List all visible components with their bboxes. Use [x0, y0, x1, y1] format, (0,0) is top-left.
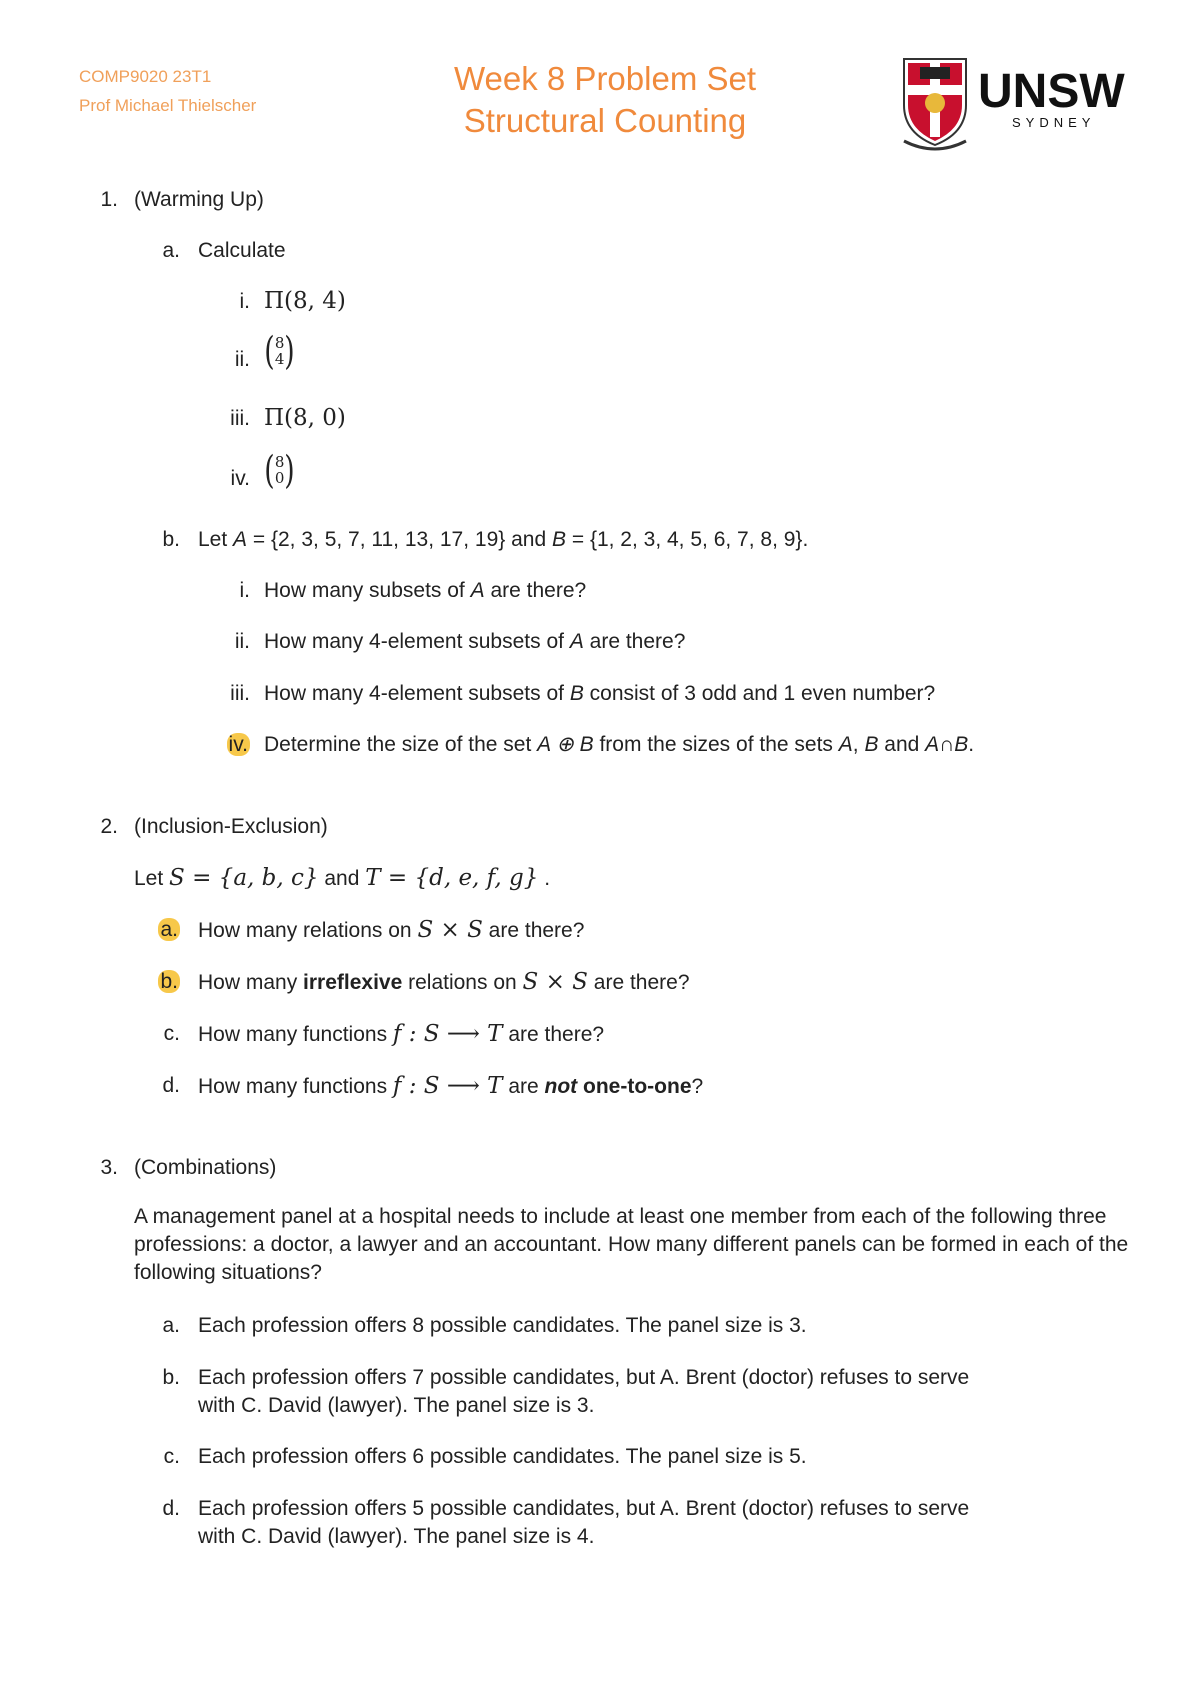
highlight-mark: b. [160, 970, 178, 993]
q2c-label: c. [163, 1022, 180, 1045]
q3-intro: A management panel at a hospital needs to include at least one member from each of the following three professions: a doctor, a lawyer and an accountant. How many different panels can be formed in each of the following situations? [134, 1205, 1129, 1284]
q2b-label [150, 968, 180, 996]
q1a-ii-label: ii. [234, 348, 250, 371]
q3d-line-1: Each profession offers 5 possible candidates, but A. Brent (doctor) refuses to serve [198, 1497, 970, 1520]
page-title [400, 58, 810, 142]
q1a-text: Calculate [198, 239, 286, 262]
q1b-iii-text: How many 4-element subsets of B consist of 3 odd and 1 even number? [264, 682, 936, 705]
q2c-text: How many functions f : S ⟶ T are there? [198, 1021, 605, 1047]
q2d-label: d. [162, 1074, 180, 1097]
q3d-line-2: with C. David (lawyer). The panel size is 4. [198, 1525, 595, 1548]
q2a-label [150, 916, 180, 944]
title-line-1: Week 8 Problem Set [453, 60, 757, 97]
course-header [79, 62, 256, 120]
q1b-iv-text: Determine the size of the set A ⊕ B from the sizes of the sets A, B and A∩B. [264, 733, 975, 756]
q3a-text: Each profession offers 8 possible candidates. The panel size is 3. [198, 1314, 807, 1337]
q3c-text: Each profession offers 6 possible candidates. The panel size is 5. [198, 1445, 807, 1468]
q2-title: (Inclusion-Exclusion) [134, 815, 328, 838]
q3-number: 3. [100, 1156, 118, 1179]
highlight-mark: a. [160, 918, 178, 941]
q1b-ii-label: ii. [234, 630, 250, 653]
q3b-line-2: with C. David (lawyer). The panel size is 3. [198, 1394, 595, 1417]
highlight-mark: iv. [228, 733, 248, 756]
q1b-label: b. [162, 528, 180, 551]
q2-number: 2. [100, 815, 118, 838]
binom-top: 8 [274, 453, 285, 472]
q3b-label: b. [162, 1366, 180, 1389]
course-code: COMP9020 23T1 [79, 67, 212, 86]
title-line-2: Structural Counting [463, 102, 747, 139]
q1b-ii-text: How many 4-element subsets of A are there? [264, 630, 686, 653]
q1a-i-label: i. [239, 290, 250, 313]
q3-title: (Combinations) [134, 1156, 277, 1179]
q1a-label: a. [162, 239, 180, 262]
q2a-text: How many relations on S × S are there? [198, 917, 585, 943]
q1b-i-text: How many subsets of A are there? [264, 579, 587, 602]
q1b-text: Let A = {2, 3, 5, 7, 11, 13, 17, 19} and B = {1, 2, 3, 4, 5, 6, 7, 8, 9}. [198, 528, 809, 551]
crest-icon [904, 59, 966, 149]
q2b-text: How many irreflexive relations on S × S are there? [198, 969, 690, 995]
q2d-text: How many functions f : S ⟶ T are not one-to-one? [198, 1073, 704, 1099]
q1a-i-expr: Π(8, 4) [264, 288, 346, 314]
q3d-label: d. [162, 1497, 180, 1520]
q3c-label: c. [163, 1445, 180, 1468]
binom-bottom: 4 [274, 350, 285, 369]
q1a-ii-binom: ( 8 4 ) [264, 329, 295, 374]
q3b-line-1: Each profession offers 7 possible candidates, but A. Brent (doctor) refuses to serve [198, 1366, 970, 1389]
q2-let: Let S = {a, b, c} and T = {d, e, f, g} . [134, 865, 551, 891]
q1a-iv-binom: ( 8 0 ) [264, 448, 295, 493]
q1a-iii-expr: Π(8, 0) [264, 405, 346, 431]
logo-subtext: SYDNEY [1012, 115, 1096, 130]
q1b-iii-label: iii. [230, 682, 250, 705]
q1b-iv-label [200, 731, 250, 759]
unsw-logo [900, 55, 1140, 155]
q3a-label: a. [162, 1314, 180, 1337]
binom-bottom: 0 [274, 469, 285, 488]
q1a-iv-label: iv. [230, 467, 250, 490]
q1-title: (Warming Up) [134, 188, 264, 211]
lecturer-name: Prof Michael Thielscher [79, 96, 257, 115]
logo-wordmark: UNSW [978, 65, 1125, 118]
q1a-iii-label: iii. [230, 407, 250, 430]
q1b-i-label: i. [239, 579, 250, 602]
binom-top: 8 [274, 334, 285, 353]
q1-number: 1. [100, 188, 118, 211]
